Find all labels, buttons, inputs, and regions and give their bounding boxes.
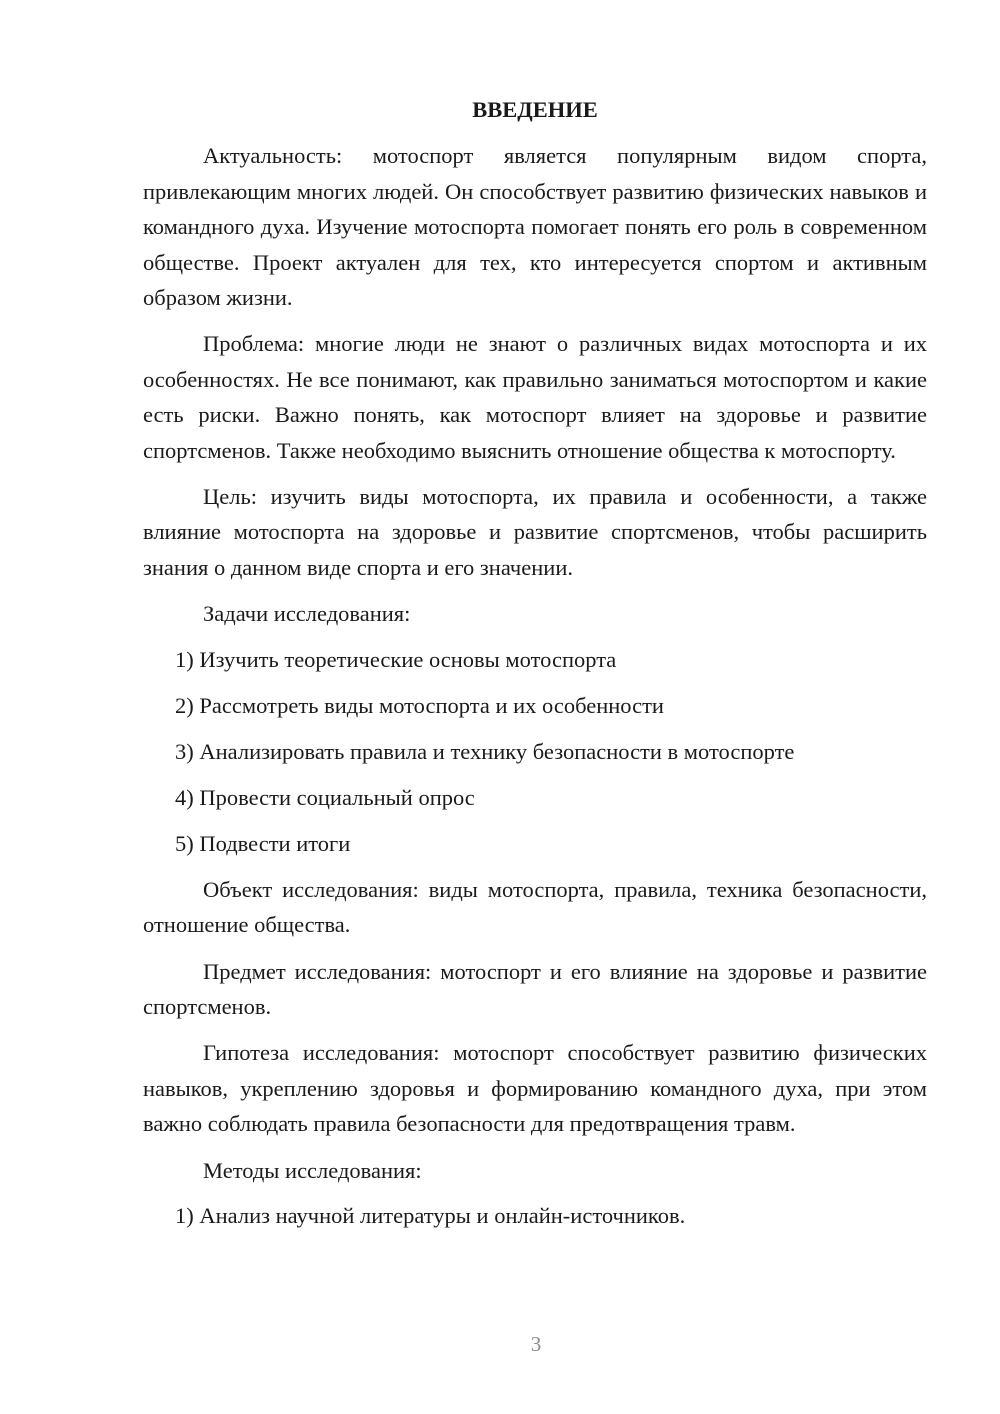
document-page xyxy=(143,92,927,1244)
methods-heading: Методы исследования: xyxy=(203,1157,422,1183)
methods-list xyxy=(143,1198,927,1233)
object-paragraph: Объект исследования: виды мотоспорта, правила, техника безопасности, отношение общества. xyxy=(143,876,927,938)
problem-paragraph: Проблема: многие люди не знают о различных видах мотоспорта и их особенностях. Не все понимают, как правильно заниматься мотоспортом и какие есть риски. Важно понять, как мотоспорт влияет на здоровье и развитие спортсменов. Также необходимо выяснить отношение общества к мотоспорту. xyxy=(143,331,927,463)
list-item: 2) Рассмотреть виды мотоспорта и их особенности xyxy=(175,693,664,719)
page-number: 3 xyxy=(530,1332,542,1356)
list-item: 1) Анализ научной литературы и онлайн-источников. xyxy=(175,1203,686,1229)
tasks-list xyxy=(143,642,927,861)
list-item: 3) Анализировать правила и технику безопасности в мотоспорте xyxy=(175,739,795,764)
section-title: ВВЕДЕНИЕ xyxy=(472,97,598,122)
relevance-paragraph: Актуальность: мотоспорт является популярным видом спорта, привлекающим многих людей. Он способствует развитию физических навыков и командного духа. Изучение мотоспорта помогает понять его роль в современном обществе. Проект актуален для тех, кто интересуется спортом и активным образом жизни. xyxy=(143,143,927,311)
goal-paragraph: Цель: изучить виды мотоспорта, их правила и особенности, а также влияние мотоспорта на здоровье и развитие спортсменов, чтобы расширить знания о данном виде спорта и его значении. xyxy=(143,484,927,580)
subject-paragraph: Предмет исследования: мотоспорт и его влияние на здоровье и развитие спортсменов. xyxy=(143,958,927,1019)
list-item: 5) Подвести итоги xyxy=(175,830,351,856)
hypothesis-paragraph: Гипотеза исследования: мотоспорт способствует развитию физических навыков, укреплению здоровья и формированию командного духа, при этом важно соблюдать правила безопасности для предотвращения травм. xyxy=(143,1040,927,1137)
tasks-heading: Задачи исследования: xyxy=(203,601,411,627)
list-item: 4) Провести социальный опрос xyxy=(175,784,475,810)
list-item: 1) Изучить теоретические основы мотоспорта xyxy=(175,647,617,673)
